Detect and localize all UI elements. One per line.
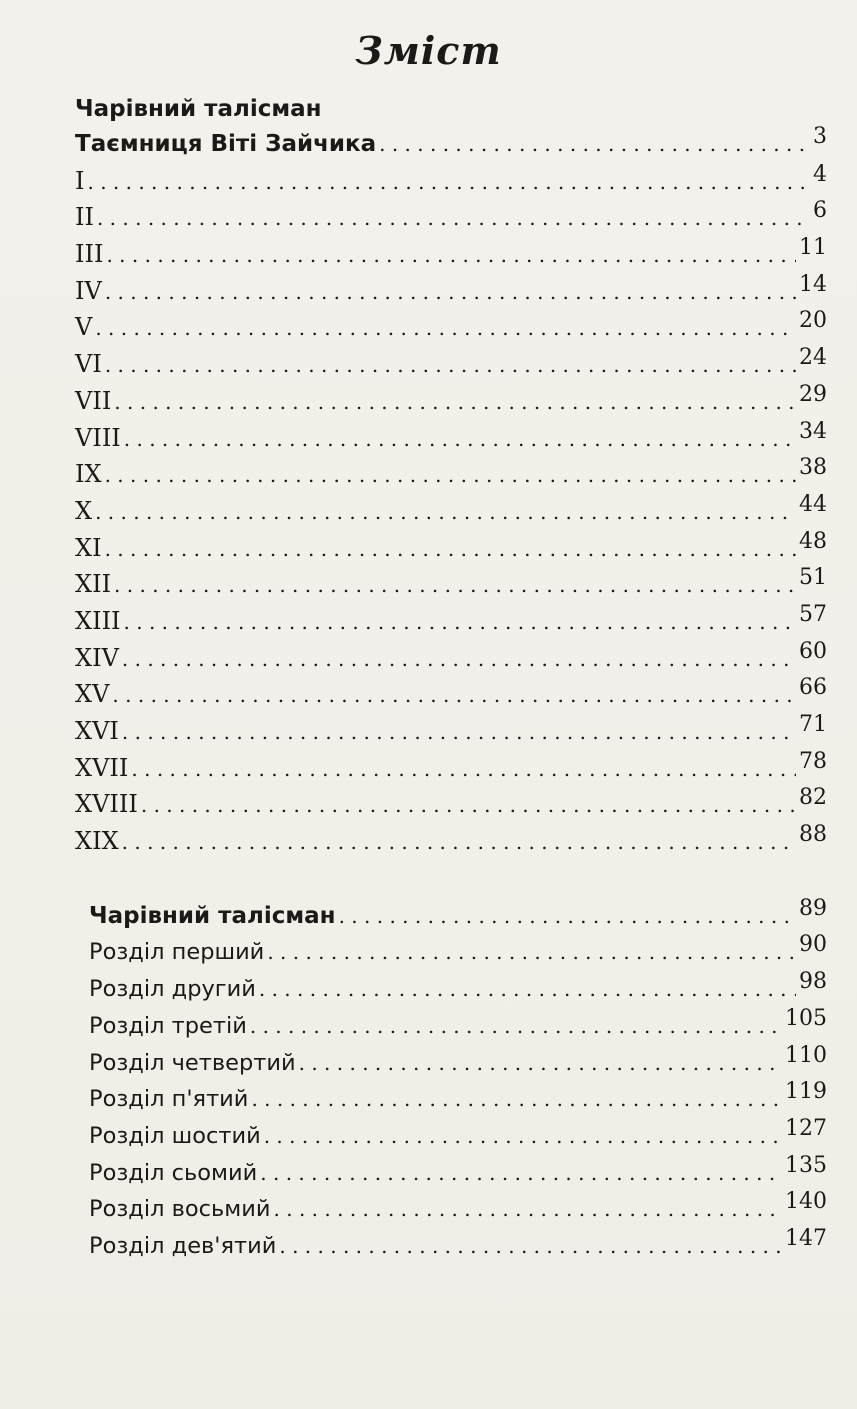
part-two-chapter-list bbox=[89, 934, 827, 1264]
toc-entry-label: Розділ шостий bbox=[89, 1122, 261, 1149]
toc-entry[interactable] bbox=[75, 823, 827, 860]
part-two-section bbox=[75, 895, 827, 1265]
part-one-chapter-list bbox=[75, 163, 827, 860]
toc-entry-label: XIV bbox=[75, 643, 119, 672]
toc-entry[interactable] bbox=[75, 236, 827, 273]
toc-entry-label: VII bbox=[75, 386, 112, 415]
dot-leader bbox=[95, 494, 796, 531]
toc-entry[interactable] bbox=[89, 1225, 827, 1265]
toc-page-number: 51 bbox=[799, 565, 827, 591]
toc-entry[interactable] bbox=[75, 676, 827, 713]
toc-page-number: 110 bbox=[785, 1042, 827, 1068]
toc-page-number: 20 bbox=[799, 308, 827, 334]
toc-entry[interactable] bbox=[75, 273, 827, 310]
toc-entry-label: IV bbox=[75, 276, 102, 305]
toc-entry-label: II bbox=[75, 203, 94, 232]
toc-entry-label: VI bbox=[75, 350, 102, 379]
toc-entry-label: XVI bbox=[75, 717, 119, 745]
toc-page-number: 38 bbox=[799, 455, 827, 481]
toc-entry[interactable] bbox=[89, 1152, 827, 1192]
toc-page-number: 34 bbox=[799, 418, 827, 444]
toc-entry-label: Розділ дев'ятий bbox=[89, 1232, 277, 1259]
toc-page-number: 135 bbox=[785, 1152, 827, 1178]
dot-leader bbox=[114, 567, 796, 604]
toc-page-number: 6 bbox=[813, 198, 827, 224]
toc-entry[interactable] bbox=[89, 1115, 827, 1155]
toc-page-number: 48 bbox=[799, 528, 827, 554]
toc-entry-label: XI bbox=[75, 533, 102, 562]
dot-leader bbox=[259, 971, 796, 1008]
toc-entry[interactable] bbox=[75, 420, 827, 457]
toc-entry-story-one[interactable] bbox=[75, 126, 827, 163]
toc-page-number: 147 bbox=[785, 1225, 827, 1251]
toc-entry[interactable] bbox=[75, 163, 827, 200]
toc-page-number: 66 bbox=[799, 675, 827, 701]
toc-entry-story-two[interactable] bbox=[89, 895, 827, 935]
dot-leader bbox=[95, 310, 796, 347]
dot-leader bbox=[105, 274, 796, 311]
dot-leader bbox=[105, 347, 796, 384]
toc-entry[interactable] bbox=[75, 309, 827, 346]
toc-entry[interactable] bbox=[75, 530, 827, 567]
toc-entry[interactable] bbox=[75, 786, 827, 823]
toc-entry-label: XV bbox=[75, 680, 110, 709]
toc-entry[interactable] bbox=[75, 383, 827, 420]
toc-page-number: 4 bbox=[813, 161, 827, 187]
toc-entry[interactable] bbox=[75, 640, 827, 677]
toc-entry[interactable] bbox=[89, 971, 827, 1008]
part-one-heading: Чарівний талісман bbox=[75, 96, 322, 122]
toc-entry[interactable] bbox=[89, 1081, 827, 1118]
dot-leader bbox=[124, 604, 796, 641]
toc-page-number: 29 bbox=[799, 381, 827, 407]
toc-entry-label: XIX bbox=[75, 827, 119, 856]
dot-leader bbox=[339, 898, 796, 935]
toc-entry-label: Розділ восьмий bbox=[89, 1196, 271, 1223]
dot-leader bbox=[267, 934, 796, 971]
toc-page-number: 88 bbox=[799, 822, 827, 848]
dot-leader bbox=[124, 421, 796, 458]
dot-leader bbox=[299, 1045, 782, 1082]
toc-page-number: 78 bbox=[799, 748, 827, 774]
toc-entry-label: Таємниця Віті Зайчика bbox=[75, 131, 377, 157]
toc-entry[interactable] bbox=[75, 566, 827, 603]
dot-leader bbox=[131, 751, 796, 788]
toc-entry[interactable] bbox=[89, 1005, 827, 1045]
toc-page-number: 14 bbox=[799, 271, 827, 297]
toc-entry[interactable] bbox=[75, 750, 827, 787]
dot-leader bbox=[105, 531, 796, 568]
toc-entry-label: Розділ четвертий bbox=[89, 1049, 296, 1076]
toc-page-number: 140 bbox=[785, 1189, 827, 1215]
toc-entry[interactable] bbox=[89, 1191, 827, 1228]
dot-leader bbox=[105, 457, 796, 494]
toc-entry[interactable] bbox=[75, 456, 827, 493]
toc-entry-label: XII bbox=[75, 570, 112, 599]
toc-page-number: 11 bbox=[799, 235, 827, 261]
dot-leader bbox=[250, 1008, 782, 1045]
toc-entry-label: Розділ другий bbox=[89, 976, 256, 1003]
toc-entry-label: VIII bbox=[75, 423, 121, 452]
toc-entry[interactable] bbox=[89, 934, 827, 971]
toc-page-number: 89 bbox=[799, 895, 827, 921]
toc-entry-label: IX bbox=[75, 460, 102, 489]
toc-entry[interactable] bbox=[75, 346, 827, 383]
dot-leader bbox=[122, 641, 796, 678]
toc-page-number: 24 bbox=[799, 345, 827, 371]
toc-entry-label: Розділ перший bbox=[89, 939, 265, 966]
dot-leader bbox=[87, 164, 810, 201]
toc-page-number: 71 bbox=[799, 712, 827, 737]
toc-entry[interactable] bbox=[75, 713, 827, 750]
dot-leader bbox=[106, 237, 796, 274]
dot-leader bbox=[122, 824, 796, 861]
dot-leader bbox=[279, 1228, 782, 1265]
toc-entry-label: Розділ п'ятий bbox=[89, 1086, 249, 1113]
dot-leader bbox=[122, 714, 796, 751]
dot-leader bbox=[141, 787, 796, 824]
dot-leader bbox=[251, 1081, 782, 1118]
table-of-contents bbox=[75, 92, 827, 1265]
toc-page-number: 127 bbox=[785, 1115, 827, 1141]
toc-entry-label: XVII bbox=[75, 753, 129, 782]
toc-entry-label: III bbox=[75, 240, 104, 269]
toc-entry-label: XVIII bbox=[75, 790, 138, 819]
toc-entry[interactable] bbox=[75, 603, 827, 640]
toc-entry[interactable] bbox=[75, 199, 827, 236]
toc-page-number: 90 bbox=[799, 932, 827, 958]
toc-page-number: 119 bbox=[785, 1079, 827, 1105]
dot-leader bbox=[274, 1191, 782, 1228]
toc-page-number: 3 bbox=[813, 124, 827, 149]
toc-page-number: 98 bbox=[799, 969, 827, 995]
toc-entry[interactable] bbox=[89, 1042, 827, 1082]
dot-leader bbox=[97, 200, 810, 237]
toc-entry-label: Розділ третій bbox=[89, 1012, 247, 1039]
toc-entry-label: V bbox=[75, 313, 93, 342]
toc-entry[interactable] bbox=[75, 493, 827, 530]
toc-page-number: 105 bbox=[785, 1005, 827, 1031]
toc-page-number: 57 bbox=[799, 601, 827, 627]
toc-entry-label: I bbox=[75, 166, 85, 195]
section-spacer bbox=[75, 860, 827, 898]
toc-entry-label: Чарівний талісман bbox=[89, 902, 336, 929]
toc-entry-label: Розділ сьомий bbox=[89, 1159, 258, 1186]
dot-leader bbox=[260, 1155, 782, 1192]
toc-entry-label: XIII bbox=[75, 606, 121, 635]
page-title: Зміст bbox=[355, 28, 502, 73]
dot-leader bbox=[112, 677, 796, 714]
toc-entry-label: X bbox=[75, 496, 93, 525]
dot-leader bbox=[114, 384, 796, 421]
dot-leader bbox=[264, 1118, 782, 1155]
dot-leader bbox=[379, 126, 810, 163]
toc-page-number: 60 bbox=[799, 638, 827, 664]
toc-page-number: 82 bbox=[799, 785, 827, 811]
toc-page-number: 44 bbox=[799, 491, 827, 517]
